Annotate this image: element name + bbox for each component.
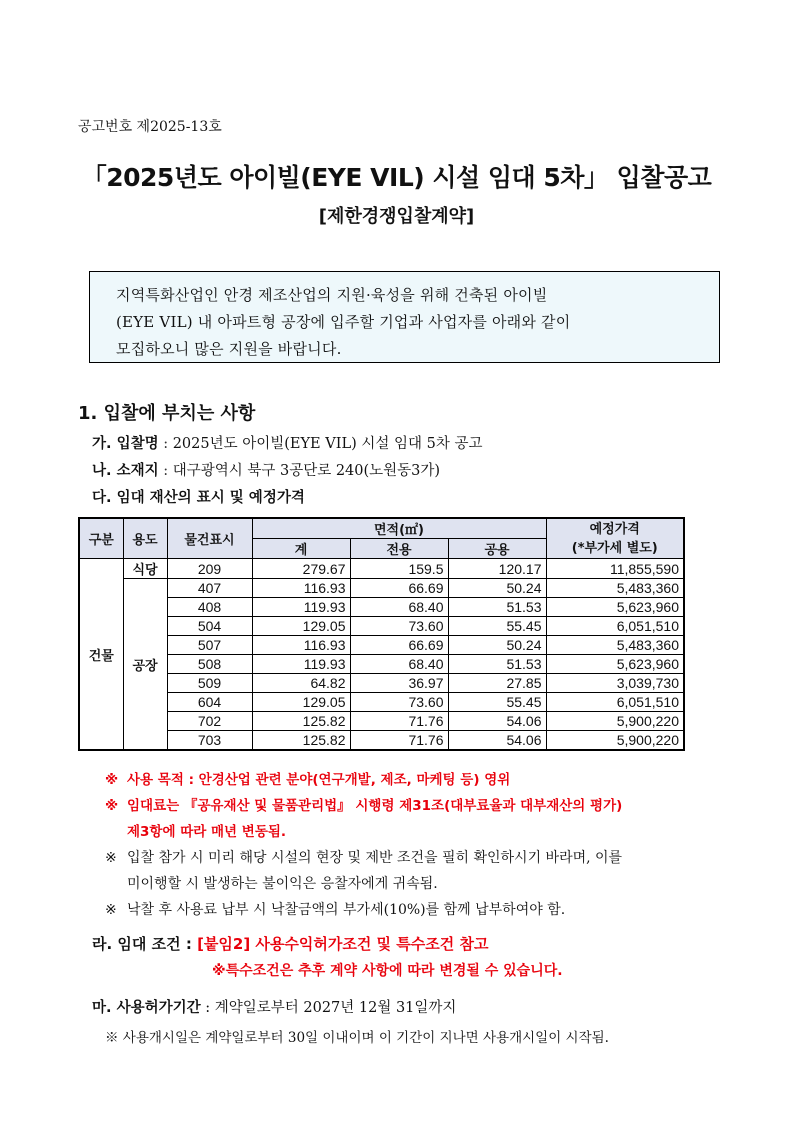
common-cell: 120.17: [448, 559, 546, 579]
exclusive-cell: 159.5: [350, 559, 448, 579]
header-price-line: 예정가격: [589, 521, 640, 537]
property-label: 다. 임대 재산의 표시 및 예정가격: [92, 490, 305, 506]
exclusive-cell: 68.40: [350, 655, 448, 674]
header-price: [546, 518, 684, 559]
intro-line: (EYE VIL) 내 아파트형 공장에 입주할 기업과 사업자를 아래와 같이: [116, 313, 571, 331]
table-row: [79, 712, 684, 731]
note-text: 사용 목적 : 안경산업 관련 분야(연구개발, 제조, 마케팅 등) 영위: [127, 772, 511, 788]
common-cell: 54.06: [448, 731, 546, 751]
table-row: [79, 617, 684, 636]
bid-name-value: 2025년도 아이빌(EYE VIL) 시설 임대 5차 공고: [172, 436, 483, 452]
exclusive-cell: 66.69: [350, 579, 448, 598]
table-row: [79, 636, 684, 655]
table-row: [79, 693, 684, 712]
price-cell: 5,900,220: [546, 712, 684, 731]
location-item: 나. 소재지 : 대구광역시 북구 3공단로 240(노원동3가): [92, 463, 441, 479]
total-cell: 129.05: [252, 617, 350, 636]
table-row: [79, 579, 684, 598]
table-row: [79, 559, 684, 579]
note-text: 입찰 참가 시 미리 해당 시설의 현장 및 제반 조건을 필히 확인하시기 바라며, 이를: [127, 850, 623, 866]
intro-line: 지역특화산업인 안경 제조산업의 지원·육성을 위해 건축된 아이빌: [116, 286, 548, 304]
intro-line: 모집하오니 많은 지원을 바랍니다.: [116, 340, 342, 358]
unit-cell: 407: [167, 579, 252, 598]
unit-cell: 504: [167, 617, 252, 636]
period-label: 마. 사용허가기간: [92, 1000, 201, 1016]
header-exclusive: 전용: [350, 539, 448, 559]
common-cell: 51.53: [448, 598, 546, 617]
lease-condition: [92, 933, 488, 954]
unit-cell: 703: [167, 731, 252, 751]
total-cell: 125.82: [252, 731, 350, 751]
price-cell: 5,900,220: [546, 731, 684, 751]
note-mark: ※: [105, 850, 117, 866]
total-cell: 279.67: [252, 559, 350, 579]
unit-cell: 509: [167, 674, 252, 693]
page-subtitle: [제한경쟁입찰계약]: [318, 206, 475, 227]
unit-cell: 209: [167, 559, 252, 579]
location-value: 대구광역시 북구 3공단로 240(노원동3가): [172, 463, 441, 479]
condition-label: 라. 임대 조건 :: [92, 935, 192, 953]
total-cell: 64.82: [252, 674, 350, 693]
note-mark: ※: [105, 902, 117, 918]
total-cell: 119.93: [252, 598, 350, 617]
table-row: [79, 598, 684, 617]
exclusive-cell: 73.60: [350, 693, 448, 712]
period-value: 계약일로부터 2027년 12월 31일까지: [214, 1000, 457, 1016]
note-text: 임대료는 『공유재산 및 물품관리법』 시행령 제31조(대부료율과 대부재산의 평가): [127, 798, 623, 814]
lease-table: [78, 517, 685, 751]
exclusive-cell: 36.97: [350, 674, 448, 693]
price-cell: 5,623,960: [546, 598, 684, 617]
note-text: 제3항에 따라 매년 변동됨.: [127, 824, 287, 840]
common-cell: 55.45: [448, 693, 546, 712]
price-cell: 5,623,960: [546, 655, 684, 674]
unit-cell: 702: [167, 712, 252, 731]
bid-name-label: 가. 입찰명: [92, 436, 159, 452]
bid-name-item: 가. 입찰명 : 2025년도 아이빌(EYE VIL) 시설 임대 5차 공고: [92, 436, 483, 452]
condition-note: ※특수조건은 추후 계약 사항에 따라 변경될 수 있습니다.: [212, 963, 563, 979]
page-title: 「2025년도 아이빌(EYE VIL) 시설 임대 5차」 입찰공고: [81, 163, 712, 192]
price-cell: 6,051,510: [546, 617, 684, 636]
common-cell: 51.53: [448, 655, 546, 674]
usage-period: 마. 사용허가기간 : 계약일로부터 2027년 12월 31일까지: [92, 1000, 457, 1016]
notice-number: 공고번호 제2025-13호: [78, 119, 222, 135]
table-row: [79, 674, 684, 693]
note-purpose: [105, 767, 745, 793]
total-cell: 116.93: [252, 636, 350, 655]
common-cell: 54.06: [448, 712, 546, 731]
unit-cell: 507: [167, 636, 252, 655]
exclusive-cell: 68.40: [350, 598, 448, 617]
common-cell: 27.85: [448, 674, 546, 693]
note-mark: ※: [105, 798, 119, 814]
price-cell: 6,051,510: [546, 693, 684, 712]
period-note: ※ 사용개시일은 계약일로부터 30일 이내이며 이 기간이 지나면 사용개시일이 시작됨.: [105, 1030, 609, 1046]
common-cell: 50.24: [448, 579, 546, 598]
note-vat: [105, 897, 745, 923]
intro-box: [89, 271, 720, 363]
header-price-line: (*부가세 별도): [571, 540, 658, 556]
note-inspection: [105, 845, 745, 897]
exclusive-cell: 73.60: [350, 617, 448, 636]
total-cell: 125.82: [252, 712, 350, 731]
unit-cell: 604: [167, 693, 252, 712]
usage-cell: 공장: [123, 579, 167, 751]
location-label: 나. 소재지: [92, 463, 159, 479]
total-cell: 119.93: [252, 655, 350, 674]
header-area: 면적(㎡): [252, 518, 546, 539]
common-cell: 55.45: [448, 617, 546, 636]
note-text: 낙찰 후 사용료 납부 시 낙찰금액의 부가세(10%)를 함께 납부하여야 함.: [127, 902, 566, 918]
unit-cell: 508: [167, 655, 252, 674]
exclusive-cell: 71.76: [350, 731, 448, 751]
property-item: [92, 486, 305, 507]
price-cell: 5,483,360: [546, 579, 684, 598]
section-heading: 1. 입찰에 부치는 사항: [78, 403, 256, 424]
usage-cell: 식당: [123, 559, 167, 579]
price-cell: 5,483,360: [546, 636, 684, 655]
header-total: 계: [252, 539, 350, 559]
common-cell: 50.24: [448, 636, 546, 655]
exclusive-cell: 71.76: [350, 712, 448, 731]
price-cell: 3,039,730: [546, 674, 684, 693]
note-rent: [105, 793, 745, 845]
header-property: 물건표시: [167, 518, 252, 559]
header-usage: 용도: [123, 518, 167, 559]
price-cell: 11,855,590: [546, 559, 684, 579]
table-row: [79, 731, 684, 751]
total-cell: 116.93: [252, 579, 350, 598]
header-common: 공용: [448, 539, 546, 559]
note-mark: ※: [105, 772, 119, 788]
exclusive-cell: 66.69: [350, 636, 448, 655]
unit-cell: 408: [167, 598, 252, 617]
category-cell: 건물: [79, 559, 123, 751]
total-cell: 129.05: [252, 693, 350, 712]
table-row: [79, 655, 684, 674]
header-category: 구분: [79, 518, 123, 559]
note-text: 미이행할 시 발생하는 불이익은 응찰자에게 귀속됨.: [127, 876, 438, 892]
condition-value: [붙임2] 사용수익허가조건 및 특수조건 참고: [197, 935, 489, 953]
